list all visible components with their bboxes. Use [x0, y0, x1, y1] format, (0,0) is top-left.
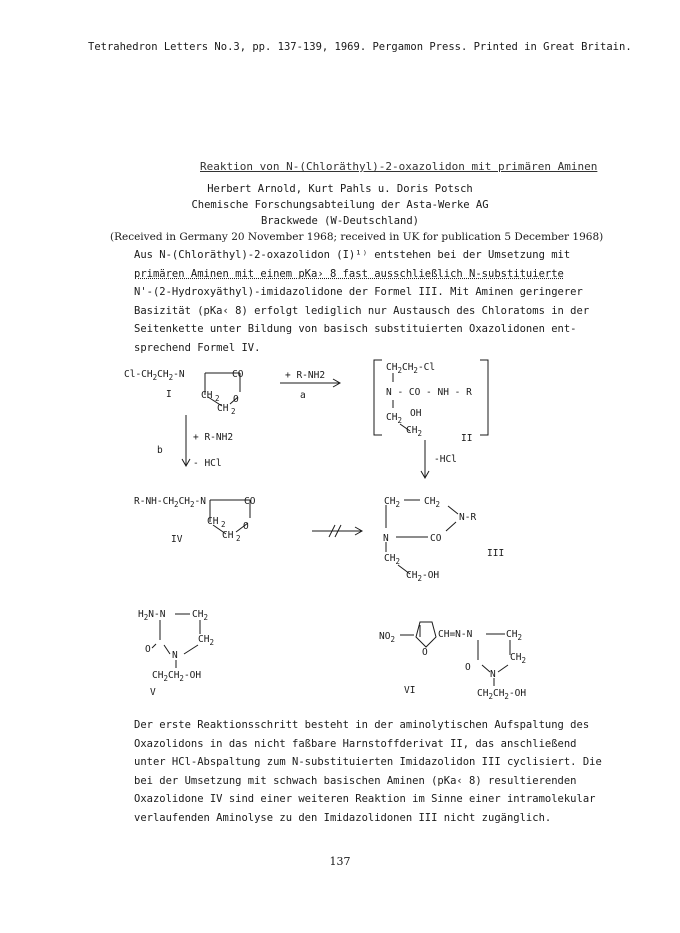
- reagent-a: + R-NH2: [285, 370, 326, 381]
- svg-text:CO: CO: [244, 496, 256, 507]
- step-a: a: [300, 390, 306, 401]
- svg-text:CO: CO: [430, 533, 442, 544]
- compound-label-III: III: [487, 548, 505, 559]
- step-b: b: [157, 445, 163, 456]
- svg-text:N-R: N-R: [459, 512, 477, 523]
- body-paragraph: [134, 716, 604, 827]
- svg-text:CO: CO: [232, 369, 244, 380]
- svg-text:2: 2: [236, 534, 241, 543]
- svg-text:O: O: [465, 662, 471, 673]
- svg-text:N: N: [490, 669, 496, 680]
- intro-line: Aus N-(Chloräthyl)-2-oxazolidon (I)¹⁾ entstehen bei der Umsetzung mit: [134, 249, 571, 261]
- svg-text:Cl-CH2CH2-N: $Cl-CH_2CH_2-N$: [124, 369, 185, 382]
- svg-text:CH2: $CH_2$: [424, 496, 440, 509]
- body-line: unter HCl-Abspaltung zum N-substituierten Imidazolidon III cyclisiert. Die: [134, 756, 602, 768]
- body-line: Oxazolidons in das nicht faßbare Harnstoffderivat II, das anschließend: [134, 737, 577, 750]
- affiliation: Chemische Forschungsabteilung der Asta-Werke AG: [191, 199, 489, 211]
- intro-line: Basizität (pKa‹ 8) erfolgt lediglich nur Austausch des Chloratoms in der: [134, 304, 590, 317]
- byproduct-b: - HCl: [193, 458, 222, 469]
- intro-line: sprechend Formel IV.: [134, 341, 261, 354]
- svg-text:CH: CH: [217, 403, 229, 414]
- svg-text:CH: CH: [201, 390, 213, 401]
- svg-text:H2N-N: $H_2N-N$: [138, 609, 166, 622]
- svg-text:CH=N-N: CH=N-N: [438, 629, 473, 640]
- page-number: 137: [329, 855, 351, 868]
- compound-label-VI: VI: [404, 685, 416, 696]
- svg-text:CH2-OH: $CH_2-OH$: [406, 570, 440, 583]
- svg-text:CH: CH: [222, 530, 234, 541]
- svg-text:O: O: [422, 647, 428, 658]
- svg-text:OH: OH: [410, 408, 422, 419]
- svg-text:CH2: $CH_2$: [406, 425, 422, 438]
- svg-text:CH2: $CH_2$: [384, 496, 400, 509]
- intro-line: Seitenkette unter Bildung von basisch substituierten Oxazolidonen ent-: [134, 323, 577, 335]
- svg-text:CH2: $CH_2$: [386, 412, 402, 425]
- reagent-b: + R-NH2: [193, 432, 234, 443]
- elimination-hcl: -HCl: [434, 454, 457, 465]
- svg-text:O: O: [233, 394, 239, 405]
- journal-header: Tetrahedron Letters No.3, pp. 137-139, 1969. Pergamon Press. Printed in Great Britain.: [88, 41, 632, 53]
- svg-text:N - CO - NH - R: N - CO - NH - R: [386, 387, 472, 398]
- svg-text:CH2: $CH_2$: [506, 629, 522, 642]
- svg-text:CH2: $CH_2$: [384, 553, 400, 566]
- svg-text:CH: CH: [207, 516, 219, 527]
- body-line: Oxazolidone IV sind einer weiteren Reaktion im Sinne einer intramolekular: [134, 793, 596, 805]
- intro-line: primären Aminen mit einem pKa› 8 fast ausschließlich N-substituierte: [134, 267, 564, 280]
- body-line: verlaufenden Aminolyse zu den Imidazolidonen III nicht zugänglich.: [134, 811, 552, 824]
- svg-text:2: 2: [221, 520, 226, 529]
- svg-text:CH2CH2-OH: $CH_2CH_2-OH$: [152, 670, 202, 683]
- location: Brackwede (W-Deutschland): [260, 215, 420, 227]
- received-dates: (Received in Germany 20 November 1968; received in UK for publication 5 December 1968): [110, 231, 604, 243]
- svg-text:CH2: $CH_2$: [192, 609, 208, 622]
- svg-text:O: O: [145, 644, 151, 655]
- svg-text:2: 2: [215, 394, 220, 403]
- svg-text:O: O: [243, 521, 249, 532]
- intro-line: N'-(2-Hydroxyäthyl)-imidazolidone der Formel III. Mit Aminen geringerer: [134, 286, 583, 298]
- body-line: Der erste Reaktionsschritt besteht in der aminolytischen Aufspaltung des: [134, 719, 590, 731]
- svg-text:NO2: $NO_2$: [379, 631, 395, 644]
- compound-label-II: II: [461, 433, 473, 444]
- svg-text:CH2: $CH_2$: [510, 652, 526, 665]
- svg-text:CH2CH2-Cl: $CH_2CH_2-Cl$: [386, 362, 436, 375]
- body-line: bei der Umsetzung mit schwach basischen Aminen (pKa‹ 8) resultierenden: [134, 774, 577, 787]
- svg-text:2: 2: [231, 407, 236, 416]
- authors: Herbert Arnold, Kurt Pahls u. Doris Potsch: [207, 183, 473, 195]
- svg-text:N: N: [172, 650, 178, 661]
- compound-label-IV: IV: [171, 534, 183, 545]
- svg-text:CH2CH2-OH: $CH_2CH_2-OH$: [477, 688, 527, 701]
- article-title: Reaktion von N-(Chloräthyl)-2-oxazolidon mit primären Aminen: [200, 160, 598, 173]
- compound-label-I: I: [166, 389, 172, 400]
- svg-text:R-NH-CH2CH2-N: $R-NH-CH_2CH_2-N$: [134, 496, 206, 509]
- svg-text:N: N: [383, 533, 389, 544]
- compound-label-V: V: [150, 687, 156, 698]
- svg-text:CH2: $CH_2$: [198, 634, 214, 647]
